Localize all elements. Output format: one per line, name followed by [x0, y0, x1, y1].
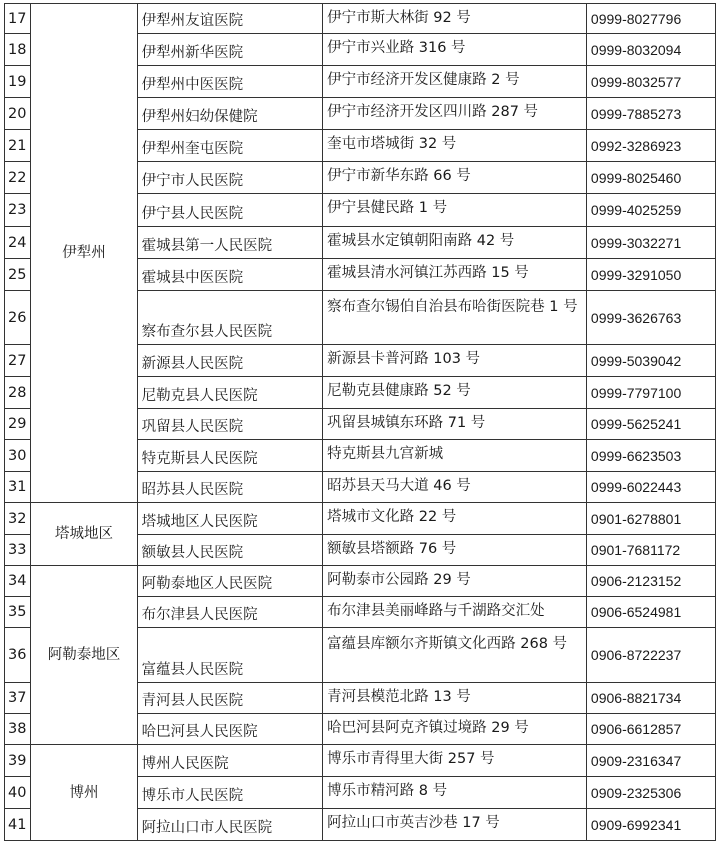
hospital-address: 布尔津县美丽峰路与千湖路交汇处: [323, 597, 587, 628]
hospital-address: 博乐市青得里大街 257 号: [323, 745, 587, 777]
hospital-phone: 0901-6278801: [586, 503, 715, 535]
hospital-address: 特克斯县九宫新城: [323, 440, 587, 472]
hospital-phone: 0906-6524981: [586, 597, 715, 628]
hospital-table-body: [5, 4, 716, 841]
hospital-name: 额敏县人民医院: [137, 535, 323, 566]
hospital-name: 阿勒泰地区人民医院: [137, 566, 323, 597]
hospital-address: 奎屯市塔城街 32 号: [323, 130, 587, 162]
hospital-name: 伊犁州中医医院: [137, 66, 323, 98]
hospital-phone: 0999-8032094: [586, 34, 715, 66]
row-number: 39: [5, 745, 31, 777]
row-number: 24: [5, 227, 31, 259]
hospital-address: 博乐市精河路 8 号: [323, 777, 587, 809]
row-number: 27: [5, 345, 31, 377]
hospital-phone: 0906-2123152: [586, 566, 715, 597]
row-number: 18: [5, 34, 31, 66]
hospital-address: 伊宁市经济开发区健康路 2 号: [323, 66, 587, 98]
hospital-name: 特克斯县人民医院: [137, 440, 323, 472]
hospital-address: 阿拉山口市英吉沙巷 17 号: [323, 809, 587, 841]
row-number: 41: [5, 809, 31, 841]
hospital-address: 伊宁市新华东路 66 号: [323, 162, 587, 194]
hospital-address: 额敏县塔额路 76 号: [323, 535, 587, 566]
row-number: 40: [5, 777, 31, 809]
hospital-address: 察布查尔锡伯自治县布哈街医院巷 1 号: [323, 291, 587, 345]
hospital-phone: 0999-3291050: [586, 259, 715, 291]
hospital-address: 尼勒克县健康路 52 号: [323, 377, 587, 409]
row-number: 36: [5, 628, 31, 683]
hospital-name: 阿拉山口市人民医院: [137, 809, 323, 841]
row-number: 26: [5, 291, 31, 345]
hospital-name: 昭苏县人民医院: [137, 472, 323, 503]
hospital-name: 博州人民医院: [137, 745, 323, 777]
row-number: 38: [5, 714, 31, 745]
hospital-name: 察布查尔县人民医院: [137, 291, 323, 345]
hospital-phone: 0906-8821734: [586, 683, 715, 714]
hospital-name: 伊犁州妇幼保健院: [137, 98, 323, 130]
hospital-name: 伊犁州友谊医院: [137, 4, 323, 34]
hospital-name: 巩留县人民医院: [137, 409, 323, 440]
row-number: 21: [5, 130, 31, 162]
table-row: [5, 4, 716, 34]
table-row: [5, 745, 716, 777]
hospital-phone: 0999-8025460: [586, 162, 715, 194]
hospital-phone: 0999-3626763: [586, 291, 715, 345]
hospital-table: [4, 3, 716, 841]
hospital-name: 伊犁州新华医院: [137, 34, 323, 66]
hospital-name: 博乐市人民医院: [137, 777, 323, 809]
hospital-name: 霍城县中医医院: [137, 259, 323, 291]
hospital-phone: 0999-3032271: [586, 227, 715, 259]
row-number: 25: [5, 259, 31, 291]
hospital-address: 塔城市文化路 22 号: [323, 503, 587, 535]
region-cell: 阿勒泰地区: [31, 566, 137, 745]
hospital-phone: 0999-6623503: [586, 440, 715, 472]
row-number: 32: [5, 503, 31, 535]
hospital-phone: 0992-3286923: [586, 130, 715, 162]
row-number: 30: [5, 440, 31, 472]
row-number: 34: [5, 566, 31, 597]
hospital-address: 伊宁市兴业路 316 号: [323, 34, 587, 66]
table-row: [5, 503, 716, 535]
hospital-name: 新源县人民医院: [137, 345, 323, 377]
hospital-name: 尼勒克县人民医院: [137, 377, 323, 409]
table-row: [5, 566, 716, 597]
hospital-name: 青河县人民医院: [137, 683, 323, 714]
hospital-phone: 0999-7797100: [586, 377, 715, 409]
row-number: 19: [5, 66, 31, 98]
hospital-phone: 0999-4025259: [586, 194, 715, 227]
hospital-phone: 0999-8027796: [586, 4, 715, 34]
hospital-name: 伊宁市人民医院: [137, 162, 323, 194]
hospital-address: 霍城县清水河镇江苏西路 15 号: [323, 259, 587, 291]
hospital-address: 巩留县城镇东环路 71 号: [323, 409, 587, 440]
row-number: 20: [5, 98, 31, 130]
hospital-phone: 0906-6612857: [586, 714, 715, 745]
hospital-address: 伊宁市经济开发区四川路 287 号: [323, 98, 587, 130]
row-number: 35: [5, 597, 31, 628]
hospital-address: 青河县模范北路 13 号: [323, 683, 587, 714]
row-number: 33: [5, 535, 31, 566]
hospital-phone: 0999-8032577: [586, 66, 715, 98]
hospital-address: 哈巴河县阿克齐镇过境路 29 号: [323, 714, 587, 745]
row-number: 17: [5, 4, 31, 34]
hospital-address: 昭苏县天马大道 46 号: [323, 472, 587, 503]
hospital-name: 伊宁县人民医院: [137, 194, 323, 227]
hospital-name: 霍城县第一人民医院: [137, 227, 323, 259]
hospital-name: 布尔津县人民医院: [137, 597, 323, 628]
hospital-phone: 0999-7885273: [586, 98, 715, 130]
hospital-phone: 0909-2316347: [586, 745, 715, 777]
hospital-address: 伊宁市斯大林街 92 号: [323, 4, 587, 34]
row-number: 22: [5, 162, 31, 194]
hospital-name: 富蕴县人民医院: [137, 628, 323, 683]
region-cell: 塔城地区: [31, 503, 137, 566]
region-cell: 伊犁州: [31, 4, 137, 503]
hospital-address: 新源县卡普河路 103 号: [323, 345, 587, 377]
row-number: 23: [5, 194, 31, 227]
hospital-phone: 0999-5039042: [586, 345, 715, 377]
hospital-address: 阿勒泰市公园路 29 号: [323, 566, 587, 597]
hospital-name: 伊犁州奎屯医院: [137, 130, 323, 162]
hospital-address: 霍城县水定镇朝阳南路 42 号: [323, 227, 587, 259]
row-number: 29: [5, 409, 31, 440]
row-number: 31: [5, 472, 31, 503]
hospital-phone: 0909-6992341: [586, 809, 715, 841]
region-cell: 博州: [31, 745, 137, 841]
hospital-phone: 0999-5625241: [586, 409, 715, 440]
hospital-phone: 0906-8722237: [586, 628, 715, 683]
hospital-name: 塔城地区人民医院: [137, 503, 323, 535]
hospital-address: 伊宁县健民路 1 号: [323, 194, 587, 227]
hospital-phone: 0901-7681172: [586, 535, 715, 566]
hospital-phone: 0909-2325306: [586, 777, 715, 809]
hospital-address: 富蕴县库额尔齐斯镇文化西路 268 号: [323, 628, 587, 683]
row-number: 37: [5, 683, 31, 714]
hospital-phone: 0999-6022443: [586, 472, 715, 503]
row-number: 28: [5, 377, 31, 409]
hospital-name: 哈巴河县人民医院: [137, 714, 323, 745]
